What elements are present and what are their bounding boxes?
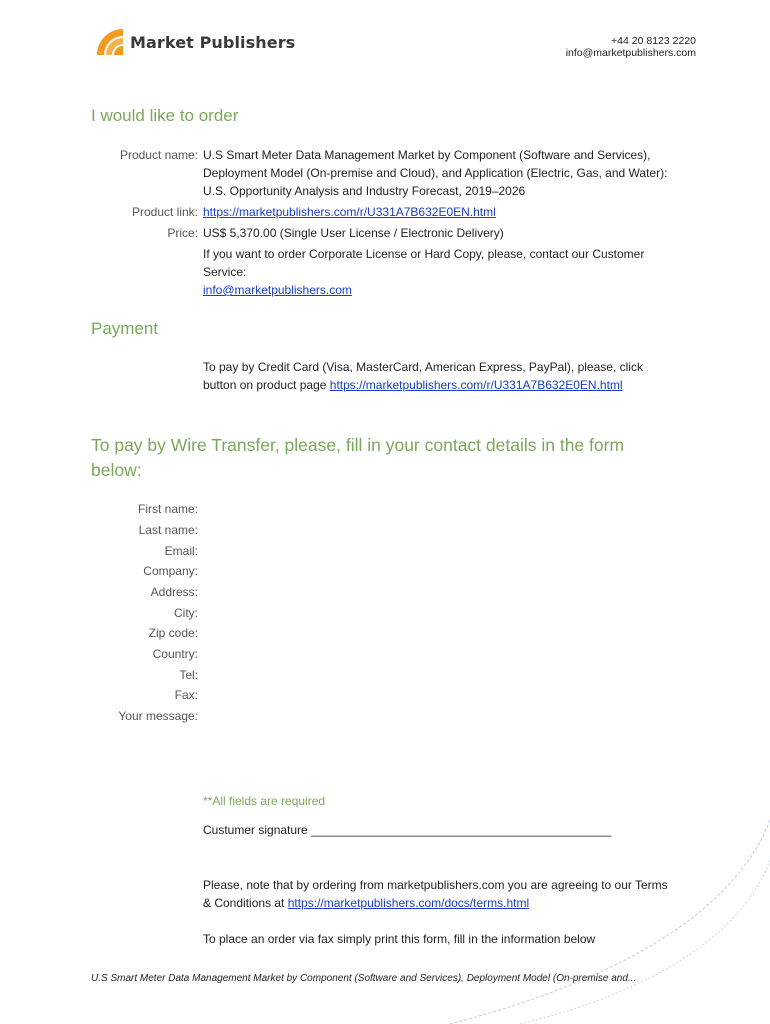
license-note-line: If you want to order Corporate License or Hard Copy, please, contact our Customer	[203, 247, 645, 261]
zip-code-label: Zip code:	[148, 626, 198, 640]
license-note-line: Service:	[203, 265, 247, 279]
fax-label: Fax:	[174, 688, 198, 702]
phone-number: +44 20 8123 2220	[611, 35, 696, 47]
payment-line	[203, 376, 723, 394]
product-name-value	[203, 146, 723, 200]
price-value: US$ 5,370.00 (Single User License / Electronic Delivery)	[203, 226, 504, 240]
wire-heading	[91, 433, 691, 483]
contact-info	[566, 35, 696, 59]
required-note: **All fields are required	[203, 794, 326, 808]
license-note	[203, 245, 723, 299]
address-label: Address:	[150, 585, 198, 599]
terms-line	[203, 894, 723, 912]
tel-label: Tel:	[179, 668, 198, 682]
footer-text: U.S Smart Meter Data Management Market by Component (Software and Services), Deployment Model (On-premise and...	[91, 973, 637, 984]
last-name-label: Last name:	[138, 523, 198, 537]
email-label: Email:	[164, 544, 198, 558]
product-link-value	[203, 203, 723, 221]
first-name-label: First name:	[137, 502, 198, 516]
payment-product-link[interactable]: https://marketpublishers.com/r/U331A7B632E0EN.html	[329, 378, 623, 392]
payment-heading: Payment	[91, 319, 159, 338]
terms-line: Please, note that by ordering from marketpublishers.com you are agreeing to our Terms	[203, 878, 668, 892]
message-label: Your message:	[118, 709, 198, 723]
country-label: Country:	[152, 647, 198, 661]
product-link[interactable]: https://marketpublishers.com/r/U331A7B632E0EN.html	[203, 205, 496, 219]
product-name-line: Deployment Model (On-premise and Cloud), and Application (Electric, Gas, and Water):	[203, 166, 668, 180]
city-label: City:	[174, 606, 198, 620]
order-heading: I would like to order	[91, 106, 239, 125]
payment-text	[203, 358, 723, 394]
company-label: Company:	[143, 564, 198, 578]
fax-note: To place an order via fax simply print this form, fill in the information below	[203, 932, 596, 946]
service-email-link[interactable]: info@marketpublishers.com	[203, 283, 352, 297]
wire-heading-line: To pay by Wire Transfer, please, fill in your contact details in the form	[91, 435, 625, 455]
terms-line-prefix: & Conditions at	[203, 896, 288, 910]
product-name-label: Product name:	[119, 148, 198, 162]
product-name-line: U.S Smart Meter Data Management Market by Component (Software and Services),	[203, 148, 651, 162]
price-label: Price:	[167, 226, 198, 240]
payment-line-prefix: button on product page	[203, 378, 330, 392]
logo-icon	[95, 27, 125, 57]
terms-link[interactable]: https://marketpublishers.com/docs/terms.html	[287, 896, 530, 910]
product-name-line: U.S. Opportunity Analysis and Industry Forecast, 2019–2026	[203, 184, 526, 198]
brand-name: Market Publishers	[130, 32, 296, 52]
contact-email[interactable]: info@marketpublishers.com	[565, 47, 696, 59]
signature-line: Custumer signature _____________________________________________	[203, 823, 612, 837]
logo	[95, 26, 295, 58]
payment-line: To pay by Credit Card (Visa, MasterCard, American Express, PayPal), please, click	[203, 360, 643, 374]
product-link-label: Product link:	[131, 205, 198, 219]
wire-heading-line: below:	[91, 460, 142, 480]
terms-text	[203, 876, 723, 912]
